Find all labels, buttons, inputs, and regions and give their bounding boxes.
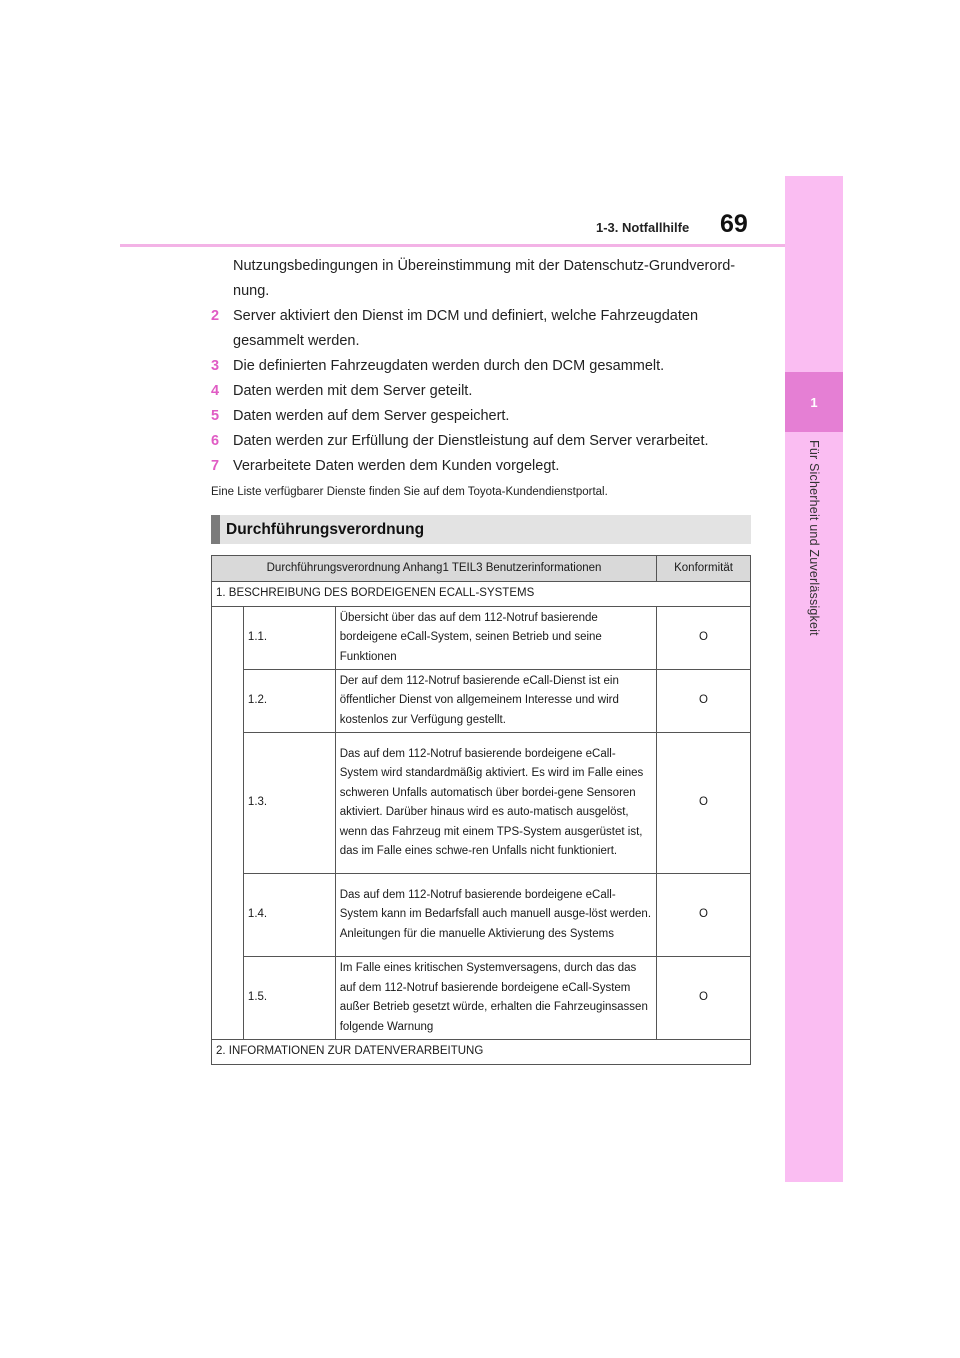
chapter-label [784,440,844,650]
table-row-conformity: O [657,733,751,874]
step-number: 7 [211,458,220,474]
step-item [211,379,756,404]
step-text: Daten werden mit dem Server geteilt. [233,383,473,399]
service-note: Eine Liste verfügbarer Dienste finden Sie auf dem Toyota-Kundendienstportal. [211,486,608,498]
table-row-conformity: O [657,607,751,670]
section-header: 1-3. Notfallhilfe [596,220,690,235]
table-header-row [212,556,751,582]
table-row-description: Im Falle eines kritischen Systemversagens, durch das das auf dem 112-Notruf basierende bordeigene eCall-System außer Betrieb gesetzt würde, erhalten die Fahrzeuginsassen folgende Warnung [335,957,656,1040]
step-number [211,254,233,304]
step-number: 2 [211,308,220,324]
table-row-description: Das auf dem 112-Notruf basierende bordeigene eCall-System wird standardmäßig aktiviert. Es wird im Falle eines schweren Unfalls automatisch über bordei-gene Sensoren aktiviert. Darüber hinaus wird es auto-matisch ausgelöst, wenn das Fahrzeug mit einem TPS-System ausgerüstet ist, das im Falle eines schwe-ren Unfalls nicht funktioniert. [335,733,656,874]
step-item [211,429,756,454]
step-text: Die definierten Fahrzeugdaten werden durch den DCM gesammelt. [233,358,665,374]
section-heading-bar [211,515,220,544]
header-rule [120,244,785,247]
table-row-number: 1.4. [243,874,335,957]
table-row-number: 1.3. [243,733,335,874]
table-header-conformity: Konformität [657,556,751,582]
table-row [212,670,751,733]
step-number: 5 [211,408,220,424]
step-text: Server aktiviert den Dienst im DCM und definiert, welche Fahrzeugdaten gesammelt werden. [233,308,699,349]
step-item [211,304,756,354]
chapter-label-text: Für Sicherheit und Zuverlässigkeit [807,440,821,636]
table-row-description: Das auf dem 112-Notruf basierende bordeigene eCall-System kann im Bedarfsfall auch manuell ausge-löst werden. Anleitungen für die manuelle Aktivierung des Systems [335,874,656,957]
table-section-title: 2. INFORMATIONEN ZUR DATENVERARBEITUNG [212,1040,751,1065]
table-indent-cell [212,607,244,1040]
table-row [212,733,751,874]
table-header-info: Durchführungsverordnung Anhang1 TEIL3 Benutzerinformationen [212,556,657,582]
regulation-table [211,555,751,1065]
table-row-description: Der auf dem 112-Notruf basierende eCall-Dienst ist ein öffentlicher Dienst von allgemeinem Interesse und wird kostenlos zur Verfügung gestellt. [335,670,656,733]
section-heading [211,515,751,544]
step-text: Nutzungsbedingungen in Übereinstimmung mit der Datenschutz-Grundverord-nung. [233,258,736,299]
chapter-number: 1 [785,372,843,432]
table-row-conformity: O [657,874,751,957]
steps-list [211,254,756,501]
table-row-description: Übersicht über das auf dem 112-Notruf basierende bordeigene eCall-System, seinen Betrieb und seine Funktionen [335,607,656,670]
table-row-conformity: O [657,957,751,1040]
section-heading-title: Durchführungsverordnung [226,520,425,538]
chapter-side-tab [785,176,843,1182]
table-row [212,607,751,670]
step-number: 3 [211,358,220,374]
table-section-title: 1. BESCHREIBUNG DES BORDEIGENEN ECALL-SYSTEMS [212,582,751,607]
table-section-row [212,582,751,607]
table-row [212,957,751,1040]
step-item [211,354,756,379]
step-number: 6 [211,433,220,449]
table-row-number: 1.1. [243,607,335,670]
table-row [212,874,751,957]
step-text: Daten werden auf dem Server gespeichert. [233,408,510,424]
page-number: 69 [720,210,748,238]
step-item [211,254,756,304]
table-row-conformity: O [657,670,751,733]
step-number: 4 [211,383,220,399]
step-text: Verarbeitete Daten werden dem Kunden vorgelegt. [233,458,560,474]
table-row-number: 1.2. [243,670,335,733]
step-item [211,454,756,479]
table-section-row [212,1040,751,1065]
step-text: Daten werden zur Erfüllung der Dienstleistung auf dem Server verarbeitet. [233,433,709,449]
step-item [211,404,756,429]
table-row-number: 1.5. [243,957,335,1040]
